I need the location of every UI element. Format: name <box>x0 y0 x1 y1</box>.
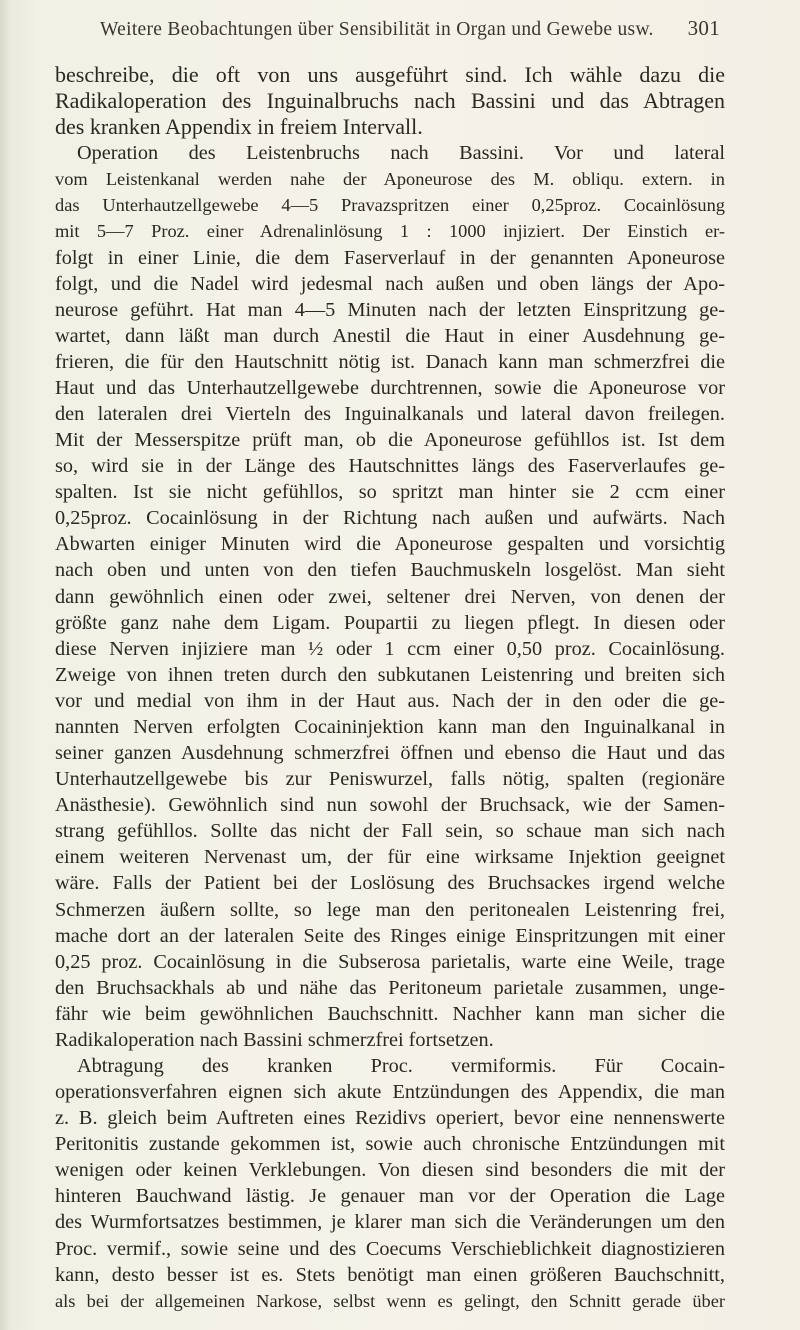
text-line: z. B. gleich beim Auftreten eines Rezidivs operiert, bevor eine nennenswerte <box>55 1107 725 1130</box>
text-line: vor und medial von ihm in der Haut aus. Nach der in den oder die ge- <box>55 689 725 712</box>
text-line: seiner ganzen Ausdehnung schmerzfrei öffnen und ebenso die Haut und das <box>55 742 725 765</box>
body-text <box>55 62 725 1314</box>
running-title: Weitere Beobachtungen über Sensibilität in Organ und Gewebe usw. <box>100 19 654 40</box>
text-line: vom Leistenkanal werden nahe der Aponeurose des M. obliqu. extern. in <box>55 169 725 190</box>
text-line: mache dort an der lateralen Seite des Ringes einige Einspritzungen mit einer <box>55 924 725 947</box>
running-header <box>100 16 720 42</box>
text-line: neurose geführt. Hat man 4—5 Minuten nach der letzten Einspritzung ge- <box>55 298 725 321</box>
text-line: Radikaloperation nach Bassini schmerzfrei fortsetzen. <box>55 1028 494 1051</box>
text-line: fähr wie beim gewöhnlichen Bauchschnitt. Nachher kann man sicher die <box>55 1002 725 1025</box>
text-line: Anästhesie). Gewöhnlich sind nun sowohl der Bruchsack, wie der Samen- <box>55 794 725 817</box>
text-line: strang gefühllos. Sollte das nicht der Fall sein, so schaue man sich nach <box>55 820 725 843</box>
text-line: Zweige von ihnen treten durch den subkutanen Leistenring und breiten sich <box>55 663 725 686</box>
text-line: spalten. Ist sie nicht gefühllos, so spritzt man hinter sie 2 ccm einer <box>55 481 725 504</box>
text-line: einem weiteren Nervenast um, der für eine wirksame Injektion geeignet <box>55 846 725 869</box>
text-line: das Unterhautzellgewebe 4—5 Pravazspritzen einer 0,25proz. Cocainlösung <box>55 195 725 216</box>
text-line: den lateralen drei Vierteln des Inguinalkanals und lateral davon freilegen. <box>55 403 725 426</box>
page-edge-shadow <box>0 0 10 1330</box>
text-line: Haut und das Unterhautzellgewebe durchtrennen, sowie die Aponeurose vor <box>55 376 725 399</box>
text-line: 0,25proz. Cocainlösung in der Richtung nach außen und aufwärts. Nach <box>55 507 725 530</box>
text-line: folgt in einer Linie, die dem Faserverlauf in der genannten Aponeurose <box>55 246 725 269</box>
text-line: mit 5—7 Proz. einer Adrenalinlösung 1 : 1000 injiziert. Der Einstich er- <box>55 221 725 242</box>
text-line: des kranken Appendix in freiem Intervall. <box>55 114 423 140</box>
text-line: 0,25 proz. Cocainlösung in die Subserosa parietalis, warte eine Weile, trage <box>55 950 725 973</box>
text-line: nach oben und unten von den tiefen Bauchmuskeln losgelöst. Man sieht <box>55 559 725 582</box>
text-line: beschreibe, die oft von uns ausgeführt sind. Ich wähle dazu die <box>55 62 725 87</box>
text-line: wäre. Falls der Patient bei der Loslösung des Bruchsackes irgend welche <box>55 872 725 895</box>
text-line: größte ganz nahe dem Ligam. Poupartii zu liegen pflegt. In diesen oder <box>55 611 725 634</box>
text-line: Peritonitis zustande gekommen ist, sowie auch chronische Entzündungen mit <box>55 1133 725 1156</box>
text-line: nannten Nerven erfolgten Cocaininjektion kann man den Inguinalkanal in <box>55 715 725 738</box>
text-line: hinteren Bauchwand lästig. Je genauer man vor der Operation die Lage <box>55 1185 725 1208</box>
text-line: wenigen oder keinen Verklebungen. Von diesen sind besonders die mit der <box>55 1159 725 1182</box>
page-number: 301 <box>687 16 720 40</box>
text-line: folgt, und die Nadel wird jedesmal nach außen und oben längs der Apo- <box>55 272 725 295</box>
text-line: kann, desto besser ist es. Stets benötigt man einen größeren Bauchschnitt, <box>55 1263 725 1286</box>
text-line: Abwarten einiger Minuten wird die Aponeurose gespalten und vorsichtig <box>55 533 725 556</box>
text-line: Abtragung des kranken Proc. vermiformis. Für Cocain- <box>77 1054 725 1077</box>
text-line: so, wird sie in der Länge des Hautschnittes längs des Faserverlaufes ge- <box>55 455 725 478</box>
text-line: Unterhautzellgewebe bis zur Peniswurzel, falls nötig, spalten (regionäre <box>55 768 725 791</box>
text-line: frieren, die für den Hautschnitt nötig ist. Danach kann man schmerzfrei die <box>55 350 725 373</box>
text-line: Mit der Messerspitze prüft man, ob die Aponeurose gefühllos ist. Ist dem <box>55 429 725 452</box>
text-line: den Bruchsackhals ab und nähe das Peritoneum parietale zusammen, unge- <box>55 976 725 999</box>
text-line: Proc. vermif., sowie seine und des Coecums Verschieblichkeit diagnostizieren <box>55 1237 725 1260</box>
text-line: diese Nerven injiziere man ½ oder 1 ccm einer 0,50 proz. Cocainlösung. <box>55 637 725 660</box>
text-line: Schmerzen äußern sollte, so lege man den peritonealen Leistenring frei, <box>55 898 725 921</box>
text-line: wartet, dann läßt man durch Anestil die Haut in einer Ausdehnung ge- <box>55 324 725 347</box>
text-line: operationsverfahren eignen sich akute Entzündungen des Appendix, die man <box>55 1081 725 1104</box>
text-line: Operation des Leistenbruchs nach Bassini. Vor und lateral <box>77 142 725 165</box>
text-line: Radikaloperation des Inguinalbruchs nach Bassini und das Abtragen <box>55 88 725 114</box>
text-line: dann gewöhnlich einen oder zwei, seltener drei Nerven, von denen der <box>55 585 725 608</box>
text-line: als bei der allgemeinen Narkose, selbst wenn es gelingt, den Schnitt gerade über <box>55 1290 725 1311</box>
text-line: des Wurmfortsatzes bestimmen, je klarer man sich die Veränderungen um den <box>55 1211 725 1234</box>
